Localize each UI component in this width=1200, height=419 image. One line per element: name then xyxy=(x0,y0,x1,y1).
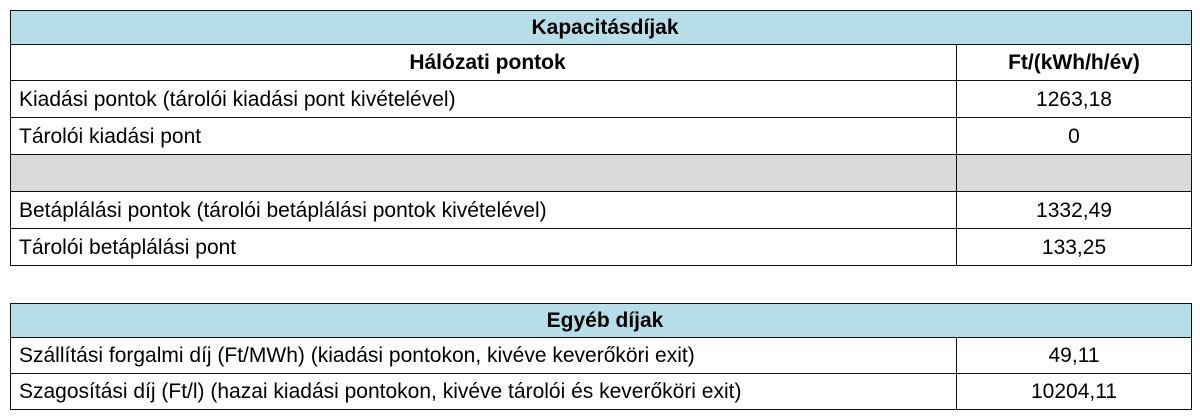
capacity-fees-table xyxy=(10,10,1192,266)
other-title: Egyéb díjak xyxy=(11,304,1192,338)
row-label: Betáplálási pontok (tárolói betáplálási pontok kivételével) xyxy=(11,192,957,229)
spacer-cell xyxy=(957,155,1192,192)
capacity-header-row xyxy=(11,45,1192,81)
table-row xyxy=(11,118,1192,155)
capacity-title-row xyxy=(11,11,1192,45)
other-fees-table xyxy=(10,303,1192,410)
table-row xyxy=(11,338,1192,374)
unit-header: Ft/(kWh/h/év) xyxy=(957,45,1192,81)
row-label: Szagosítási díj (Ft/l) (hazai kiadási pontokon, kivéve tárolói és keverőköri exit) xyxy=(11,374,957,410)
row-label: Szállítási forgalmi díj (Ft/MWh) (kiadási pontokon, kivéve keverőköri exit) xyxy=(11,338,957,374)
table-row xyxy=(11,192,1192,229)
spacer-cell xyxy=(11,155,957,192)
spacer-row xyxy=(11,155,1192,192)
row-value: 0 xyxy=(957,118,1192,155)
row-value: 133,25 xyxy=(957,229,1192,266)
row-label: Tárolói kiadási pont xyxy=(11,118,957,155)
network-points-header: Hálózati pontok xyxy=(11,45,957,81)
row-value: 1263,18 xyxy=(957,81,1192,118)
table-row xyxy=(11,81,1192,118)
row-label: Tárolói betáplálási pont xyxy=(11,229,957,266)
other-title-row xyxy=(11,304,1192,338)
row-value: 10204,11 xyxy=(957,374,1192,410)
capacity-title: Kapacitásdíjak xyxy=(11,11,1192,45)
row-value: 49,11 xyxy=(957,338,1192,374)
row-value: 1332,49 xyxy=(957,192,1192,229)
table-row xyxy=(11,229,1192,266)
table-row xyxy=(11,374,1192,410)
row-label: Kiadási pontok (tárolói kiadási pont kivételével) xyxy=(11,81,957,118)
